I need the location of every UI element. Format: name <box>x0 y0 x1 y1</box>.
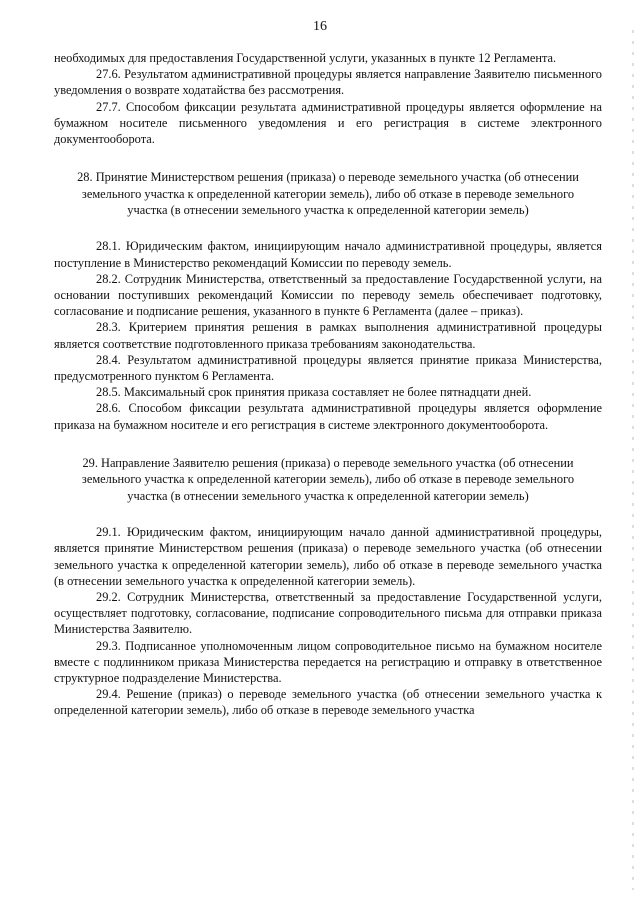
scan-edge-artifact <box>632 30 634 890</box>
paragraph-28-3: 28.3. Критерием принятия решения в рамках выполнения административной процедуры является соответствие подготовленного приказа требованиям законодательства. <box>54 320 602 351</box>
paragraph-29-1: 29.1. Юридическим фактом, инициирующим начало данной административной процедуры, является принятие Министерством решения (приказа) о переводе земельного участка (об отнесении земельного участка к определенной категории земель), либо об отказе в переводе земельного участка (в отнесении земельного участка к определенной категории земель). <box>54 525 602 588</box>
paragraph-28-6: 28.6. Способом фиксации результата административной процедуры является оформление приказа на бумажном носителе и его регистрация в системе электронного документооборота. <box>54 401 602 432</box>
paragraph-29-2: 29.2. Сотрудник Министерства, ответственный за предоставление Государственной услуги, осуществляет подготовку, согласование, подписание сопроводительного письма для отправки приказа Министерства Заявителю. <box>54 589 602 637</box>
paragraph-28-1: 28.1. Юридическим фактом, инициирующим начало административной процедуры, является поступление в Министерство рекомендаций Комиссии по переводу земель. <box>54 239 602 270</box>
section-heading-28: 28. Принятие Министерством решения (приказа) о переводе земельного участка (об отнесении земельного участка к определенной категории земель), либо об отказе в переводе земельного участка (в отнесении земельного участка к определенной категории земель) <box>77 170 579 218</box>
paragraph-28-4: 28.4. Результатом административной процедуры является принятие приказа Министерства, предусмотренного пунктом 6 Регламента. <box>54 352 602 384</box>
paragraph-27-6: 27.6. Результатом административной процедуры является направление Заявителю письменного уведомления о возврате ходатайства без рассмотрения. <box>54 67 602 98</box>
paragraph-29-3: 29.3. Подписанное уполномоченным лицом сопроводительное письмо на бумажном носителе вместе с подлинником приказа Министерства передается на регистрацию и отправку в ответственное структурное подразделение Министерства. <box>54 638 602 685</box>
page-number: 16 <box>313 19 327 34</box>
paragraph-28-5: 28.5. Максимальный срок принятия приказа составляет не более пятнадцати дней. <box>96 385 532 400</box>
section-heading-29: 29. Направление Заявителю решения (приказа) о переводе земельного участка (об отнесении земельного участка к определенной категории земель), либо об отказе в переводе земельного участка (в отнесении земельного участка к определенной категории земель) <box>81 455 575 503</box>
paragraph-29-4: 29.4. Решение (приказ) о переводе земельного участка (об отнесении земельного участка к определенной категории земель), либо об отказе в переводе земельного участка <box>54 687 602 718</box>
paragraph-27-7: 27.7. Способом фиксации результата административной процедуры является оформление на бумажном носителе письменного уведомления и его регистрация в системе электронного документооборота. <box>54 99 602 147</box>
paragraph-28-2: 28.2. Сотрудник Министерства, ответственный за предоставление Государственной услуги, на основании поступивших рекомендаций Комиссии по переводу земель обеспечивает подготовку, согласование и подписание решения, указанного в пункте 6 Регламента (далее – приказ). <box>54 271 602 319</box>
document-body <box>54 50 602 719</box>
paragraph-continuation: необходимых для предоставления Государственной услуги, указанных в пункте 12 Регламента. <box>54 51 557 65</box>
